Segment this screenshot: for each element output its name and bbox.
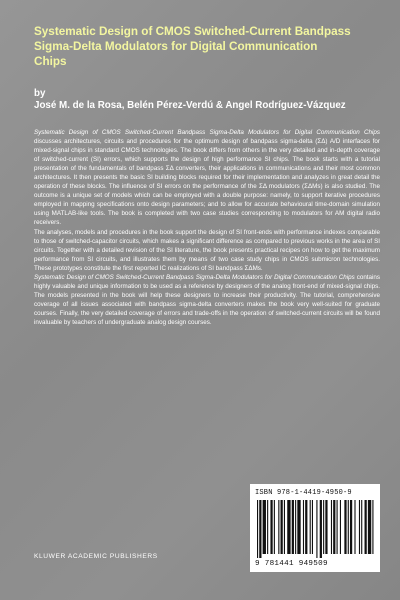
barcode-bar [325, 500, 327, 554]
description-text: discusses architectures, circuits and procedures for the optimum design of bandpass sigma-delta (ΣΔ) A/D interfaces for mixed-signal chips in standard CMOS technologies. The book differs from others in the very detailed and in-depth coverage of switched-current (SI) errors, which supports the design of high performance SI chips. The book starts with a tutorial presentation of the fundamentals of bandpass ΣΔ converters, their applications in communications and their most common architectures. It then presents the basic SI building blocks required for their implementation and analyzes in great detail the operation of these blocks. The influence of SI errors on the performance of the ΣΔ modulators (ΣΔMs) is also studied. The outcome is a unique set of models which can be employed with a double purpose: namely, to support iterative procedures employed in mapping specifications onto design parameters; and to allow for accurate behavioural time-domain simulation using MATLAB-like tools. The book is completed with two case studies corresponding to modulators for AM digital radio receivers. [34, 138, 380, 227]
barcode-bar [340, 500, 341, 554]
barcode-bar [303, 500, 304, 554]
barcode-bar [316, 500, 317, 558]
barcode-bar [354, 500, 355, 554]
barcode-bar [292, 500, 294, 554]
barcode-box [250, 484, 380, 572]
barcode-bar [267, 500, 268, 554]
barcode-bar [305, 500, 307, 554]
barcode-bar [323, 500, 324, 554]
barcode-bar [333, 500, 335, 554]
barcode-bar [274, 500, 275, 554]
book-title: Systematic Design of CMOS Switched-Current Bandpass Sigma-Delta Modulators for Digital Communication Chips [34, 24, 351, 68]
author-block [34, 88, 367, 112]
by-label: by [34, 88, 46, 99]
barcode-bar [312, 500, 313, 554]
description [34, 128, 380, 327]
barcode-bar [365, 500, 367, 554]
barcode-bar [310, 500, 311, 554]
barcode-bar [320, 500, 322, 558]
author-names: José M. de la Rosa, Belén Pérez-Verdú & Angel Rodríguez-Vázquez [34, 100, 346, 111]
barcode-bar [257, 500, 258, 558]
barcode-bar [263, 500, 266, 554]
barcode-bar [359, 500, 360, 554]
barcode-icon [255, 500, 375, 558]
barcode-bar [361, 500, 362, 554]
description-paragraph-3 [34, 273, 380, 327]
barcode-bar [259, 500, 261, 558]
description-title-italic: Systematic Design of CMOS Switched-Current Bandpass Sigma-Delta Modulators for Digital Communication Chips [34, 273, 355, 281]
description-paragraph-1 [34, 128, 380, 228]
barcode-bar [270, 500, 272, 554]
barcode-bar [284, 500, 285, 554]
barcode-bar [344, 500, 346, 554]
barcode-bar [287, 500, 290, 554]
barcode-bar [281, 500, 283, 554]
isbn-number: ISBN 978-1-4419-4950-9 [255, 489, 352, 497]
description-paragraph-2: The analyses, models and procedures in the book support the design of SI front-ends with performance indexes comparable to those of switched-capacitor circuits, which makes a significant difference as compared to previous works in the area of SI circuits. Together with a detailed revision of the SI literature, the book presents practical recipes on how to get the maximum performance from SI circuits, and illustrates them by means of two case study chips in CMOS submicron technologies. These prototypes constitute the first reported IC realizations of SI bandpass ΣΔMs. [34, 228, 380, 272]
barcode-bar [337, 500, 338, 554]
barcode-bar [331, 500, 332, 554]
barcode-bar [295, 500, 296, 554]
barcode-bar [368, 500, 371, 554]
barcode-digits: 9 781441 949509 [255, 560, 328, 568]
description-title-italic: Systematic Design of CMOS Switched-Current Bandpass Sigma-Delta Modulators for Digital Communication Chips [34, 129, 380, 136]
barcode-bar [350, 500, 352, 554]
barcode-bar [372, 500, 373, 554]
description-text: contains highly valuable and unique information to be used as a reference by designers of the analog front-end of mixed-signal chips. The models presented in the book will help these designers to increase their productivity. The tutorial, comprehensive coverage of all issues associated with bandpass sigma-delta converters makes the book very well-suited for graduate courses. Finally, the very detailed coverage of errors and trade-offs in the operation of switched-current circuits will be found invaluable by teachers of undergraduate analog design courses. [34, 273, 381, 326]
barcode-bar [297, 500, 300, 554]
barcode-bar [348, 500, 349, 554]
publisher-name: KLUWER ACADEMIC PUBLISHERS [34, 553, 158, 560]
barcode-bar [278, 500, 279, 554]
